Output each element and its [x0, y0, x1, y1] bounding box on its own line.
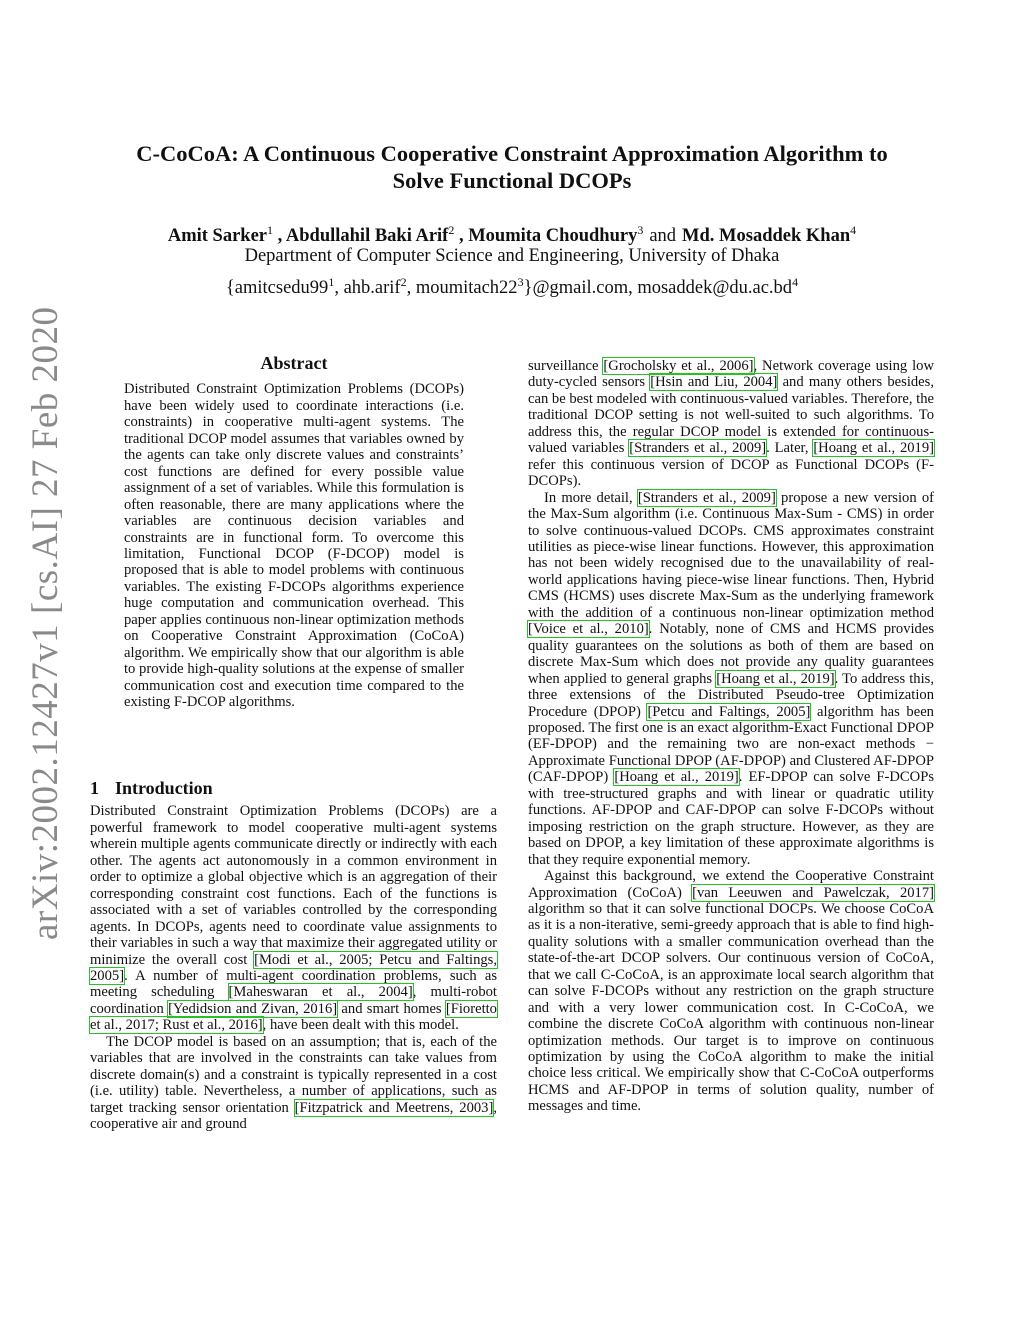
section-number: 1 [90, 778, 99, 798]
email-part: }@gmail.com, mosaddek@du.ac.bd [523, 278, 793, 299]
intro-paragraph-2 [90, 1034, 497, 1133]
introduction-section [90, 780, 497, 1133]
text-run: Distributed Constraint Optimization Problems (DCOPs) are a powerful framework to model cooperative multi-agent systems wherein multiple agents communicate directly or indirectly with each other. The agents act autonomously in a common environment in order to optimize a global objective which is an aggregation of their corresponding constraint cost functions. Each of the functions is associated with a set of variables controlled by the corresponding agents. In DCOPs, agents need to coordinate value assignments to their variables in such a way that maximize their aggregated utility or minimize the overall cost [90, 803, 497, 968]
title-line-2: Solve Functional DCOPs [392, 168, 632, 193]
text-run: In more detail, [544, 489, 638, 506]
author-affiliation-mark: 3 [637, 223, 644, 237]
text-run: , cooperative air and ground [90, 1099, 497, 1133]
text-run: The DCOP model is based on an assumption; that is, each of the variables that are involved in the constraints can take values from discrete domain(s) and a constraint is typically represented in a cost (i.e. utility) table. Nevertheless, a number of applications, such as target tracking sensor orientation [90, 1033, 497, 1116]
abstract-section [124, 355, 464, 711]
text-run: . EF-DPOP can solve F-DCOPs with tree-structured graphs and with linear or quadratic utility functions. AF-DPOP and CAF-DPOP can solve F-DCOPs without imposing restriction on the graph structure. However, as they are based on DPOP, a key limitation of these approximate algorithms is that they require exponential memory. [528, 769, 935, 868]
abstract-text: Distributed Constraint Optimization Problems (DCOPs) have been widely used to coordinate interactions (i.e. constraints) in cooperative multi-agent systems. The traditional DCOP model assumes that variables owned by the agents can take only discrete values and constraints’ cost functions are defined for every possible value assignment of a set of variables. While this formulation is often reasonable, there are many applications where the variables are continuous decision variables and constraints are in functional form. To overcome this limitation, Functional DCOP (F-DCOP) model is proposed that is able to model problems with continuous variables. The existing F-DCOPs algorithms experience huge computation and communication overhead. This paper applies continuous non-linear optimization methods on Cooperative Constraint Approximation (CoCoA) algorithm. We empirically show that our algorithm is able to provide high-quality solutions at the expense of smaller communication cost and execution time compared to the existing F-DCOP algorithms. [124, 381, 464, 711]
citation-link[interactable]: [Fitzpatrick and Meetrens, 2003] [294, 1099, 494, 1116]
citation-link[interactable]: [Maheswaran et al., 2004] [228, 984, 413, 1001]
text-run: and smart homes [337, 1000, 446, 1017]
citation-link[interactable]: [Grocholsky et al., 2006] [603, 358, 754, 374]
affiliation: Department of Computer Science and Engineering, University of Dhaka [244, 246, 780, 266]
right-paragraph-3 [528, 868, 934, 1115]
text-run: . Later, [766, 440, 814, 457]
intro-paragraph-1 [90, 803, 497, 1033]
author-name: Moumita Choudhury [468, 226, 638, 247]
citation-link[interactable]: [Stranders et al., 2009] [637, 489, 776, 506]
text-run: algorithm so that it can solve functional DOCPs. We choose CoCoA as it is a non-iterative, semi-greedy approach that is able to find high-quality solutions with a smaller communication overhead than the state-of-the-art DCOP solvers. Our continuous version of CoCoA, that we call C-CoCoA, is an approximate local search algorithm that can solve F-DCOPs without any restriction on the graph structure and with a very lower communication cost. In C-CoCoA, we combine the discrete CoCoA algorithm with continuous non-linear optimization methods. Our target is to improve on continuous optimization by using the CoCoA algorithm to make the initial choice less critical. We empirically show that C-CoCoA outperforms HCMS and AF-DPOP in terms of solution quality, number of messages and time. [528, 900, 934, 1115]
citation-link[interactable]: [Hoang et al., 2019] [716, 670, 835, 687]
citation-link[interactable]: [van Leeuwen and Pawelczak, 2017] [692, 884, 934, 901]
citation-link[interactable]: [Petcu and Faltings, 2005] [647, 703, 811, 720]
citation-link[interactable]: [Fioretto et al., 2017; Rust et al., 2016] [90, 1000, 497, 1034]
text-run: . Notably, none of CMS and HCMS provides quality guarantees on the solutions as both of them are based on discrete Max-Sum which does not provide any quality guarantees when applied to general graphs [528, 621, 935, 687]
text-run: , multi-robot coordination [90, 984, 497, 1017]
citation-link[interactable]: [Hoang et al., 2019] [614, 769, 739, 786]
title-line-1: C-CoCoA: A Continuous Cooperative Constraint Approximation Algorithm to [136, 141, 888, 166]
email-part: {amitcsedu99 [225, 278, 329, 299]
citation-link[interactable]: [Yedidsion and Zivan, 2016] [168, 1000, 338, 1017]
email-mark: 4 [792, 275, 799, 289]
text-run: . A number of multi-agent coordination problems, such as meeting scheduling [90, 967, 497, 1001]
email-mark: 1 [328, 275, 335, 289]
right-paragraph-1 [528, 358, 934, 490]
author-name: Abdullahil Baki Arif [285, 226, 449, 247]
email-part: , ahb.arif [334, 278, 401, 299]
text-run: propose a new version of the Max-Sum algorithm (i.e. Continuous Max-Sum - CMS) in order to solve continuous-valued DCOPs. CMS approximates constraint utilities as piece-wise linear functions. However, this approximation has not been widely recognised due to the unavailability of real-world applications having piece-wise linear functions. Then, Hybrid CMS (HCMS) uses discrete Max-Sum as the underlying framework with the addition of a continuous non-linear optimization method [528, 489, 934, 621]
email-part: , moumitach22 [406, 278, 518, 299]
text-run: and many others besides, can be best modeled with continuous-valued variables. Therefore, the traditional DCOP setting is not well-suited to such algorithms. To address this, the regular DCOP model is extended for continuous-valued variables [528, 374, 934, 457]
citation-link[interactable]: [Hoang et al., 2019] [813, 440, 934, 457]
paper-title [90, 140, 934, 194]
author-emails [90, 270, 934, 300]
text-run: surveillance [528, 358, 604, 374]
section-heading [90, 780, 497, 796]
author-affiliation-mark: 1 [267, 223, 274, 237]
citation-link[interactable]: [Voice et al., 2010] [528, 621, 649, 638]
section-title: Introduction [115, 778, 213, 798]
citation-link[interactable]: [Hsin and Liu, 2004] [650, 374, 778, 391]
text-run: , have been dealt with this model. [262, 1017, 459, 1034]
author-name: Md. Mosaddek Khan [682, 226, 851, 247]
citation-link[interactable]: [Stranders et al., 2009] [629, 440, 767, 457]
email-mark: 2 [400, 275, 407, 289]
text-run: Against this background, we extend the Cooperative Constraint Approximation (CoCoA) [528, 868, 934, 901]
arxiv-identifier-stamp: arXiv:2002.12427v1 [cs.AI] 27 Feb 2020 [25, 306, 66, 940]
email-mark: 3 [517, 275, 524, 289]
text-run: . To address this, three extensions of the Distributed Pseudo-tree Optimization Procedure (DPOP) [528, 670, 934, 720]
author-name: Amit Sarker [167, 226, 268, 247]
right-paragraph-2 [528, 490, 934, 868]
text-run: , Network coverage using low duty-cycled sensors [528, 358, 935, 391]
author-list: Amit Sarker$^1$ , Abdullahil Baki Arif$^2$ , Moumita Choudhury$^3$ and Md. Mosaddek Khan$^4$ [167, 223, 857, 247]
author-affiliation-mark: 4 [850, 223, 857, 237]
abstract-heading: Abstract [260, 353, 328, 373]
author-affiliation-mark: 2 [448, 223, 455, 237]
text-run: algorithm has been proposed. The first one is an exact algorithm-Exact Functional DPOP (EF-DPOP) and the remaining two are non-exact methods − Approximate Functional DPOP (AF-DPOP) and Clustered AF-DPOP (CAF-DPOP) [528, 703, 934, 786]
citation-link[interactable]: [Modi et al., 2005; Petcu and Faltings, 2005] [90, 951, 497, 984]
text-run: refer this continuous version of DCOP as Functional DCOPs (F-DCOPs). [528, 456, 934, 490]
authors-conjunction: and [649, 226, 677, 247]
right-column [528, 358, 934, 1115]
